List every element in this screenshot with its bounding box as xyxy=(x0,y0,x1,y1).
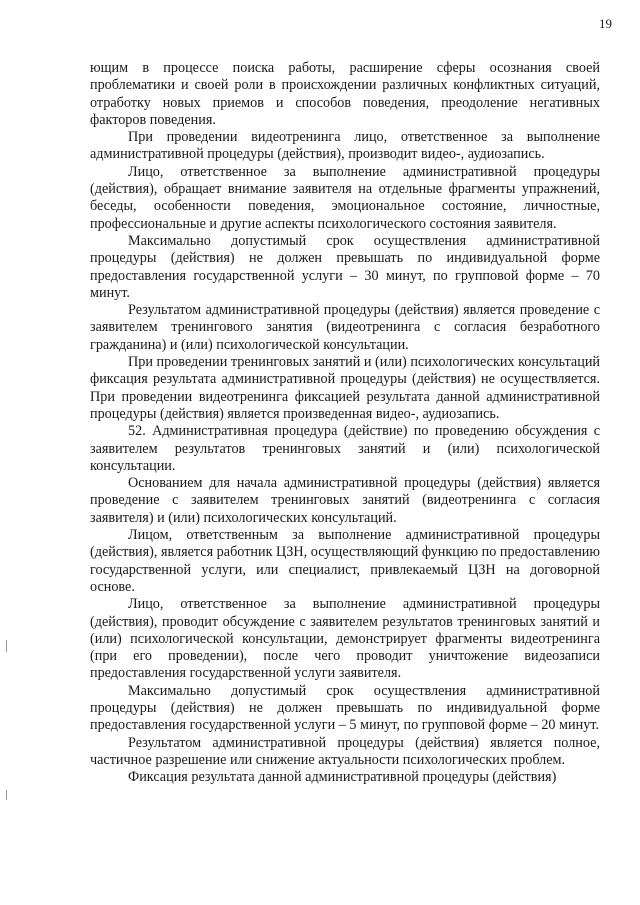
paragraph: Фиксация результата данной административной процедуры (действия) xyxy=(128,769,557,786)
paragraph: При проведении видеотренинга лицо, ответственное за выполнение административной процедуры (действия), производит видео-, аудиозапись. xyxy=(90,129,600,163)
paragraph: При проведении тренинговых занятий и (или) психологических консультаций фиксация результата административной процедуры (действия) не осуществляется. При проведении видеотренинга фиксацией результата данной административной процедуры (действия) является произведенная видео-, аудиозапись. xyxy=(90,354,600,422)
paragraph: Лицо, ответственное за выполнение административной процедуры (действия), обращает внимание заявителя на отдельные фрагменты упражнений, беседы, особенности поведения, эмоциональное состояние, личностные, профессиональные и другие аспекты психологического состояния заявителя. xyxy=(90,163,600,232)
paragraph: Максимально допустимый срок осуществления административной процедуры (действия) не должен превышать по индивидуальной форме предоставления государственной услуги – 5 минут, по групповой форме – 20 минут. xyxy=(90,682,600,734)
paragraph: Результатом административной процедуры (действия) является полное, частичное разрешение или снижение актуальности психологических проблем. xyxy=(90,734,600,768)
section-heading-paragraph: 52. Административная процедура (действие) по проведению обсуждения с заявителем результатов тренинговых занятий и (или) психологической консультации. xyxy=(90,423,600,474)
scan-edge-mark xyxy=(6,790,7,800)
scan-edge-mark xyxy=(6,640,7,652)
page-number: 19 xyxy=(599,16,612,31)
paragraph: Результатом административной процедуры (действия) является проведение с заявителем тренингового занятия (видеотренинга с согласия безработного гражданина) и (или) психологической консультации. xyxy=(90,302,600,353)
paragraph: Лицо, ответственное за выполнение административной процедуры (действия), проводит обсуждение с заявителем результатов тренинговых занятий и (или) психологической консультации, демонстрирует фрагменты видеотренинга (при его проведении), после чего проводит уничтожение видеозаписи предоставления государственной услуги заявителя. xyxy=(90,596,600,682)
paragraph: Лицом, ответственным за выполнение административной процедуры (действия), является работник ЦЗН, осуществляющий функцию по предоставлению государственной услуги, или специалист, привлекаемый ЦЗН на договорной основе. xyxy=(90,527,600,595)
paragraph: ющим в процессе поиска работы, расширение сферы осознания своей проблематики и своей роли в происхождении различных конфликтных ситуаций, отработку новых приемов и способов поведения, преодоление негативных факторов поведения. xyxy=(90,60,600,128)
paragraph: Основанием для начала административной процедуры (действия) является проведение с заявителем тренинговых занятий (видеотренинга с согласия заявителя) и (или) психологических консультаций. xyxy=(90,475,600,526)
document-body xyxy=(90,60,600,786)
paragraph: Максимально допустимый срок осуществления административной процедуры (действия) не должен превышать по индивидуальной форме предоставления государственной услуги – 30 минут, по групповой форме – 70 минут. xyxy=(90,232,600,301)
